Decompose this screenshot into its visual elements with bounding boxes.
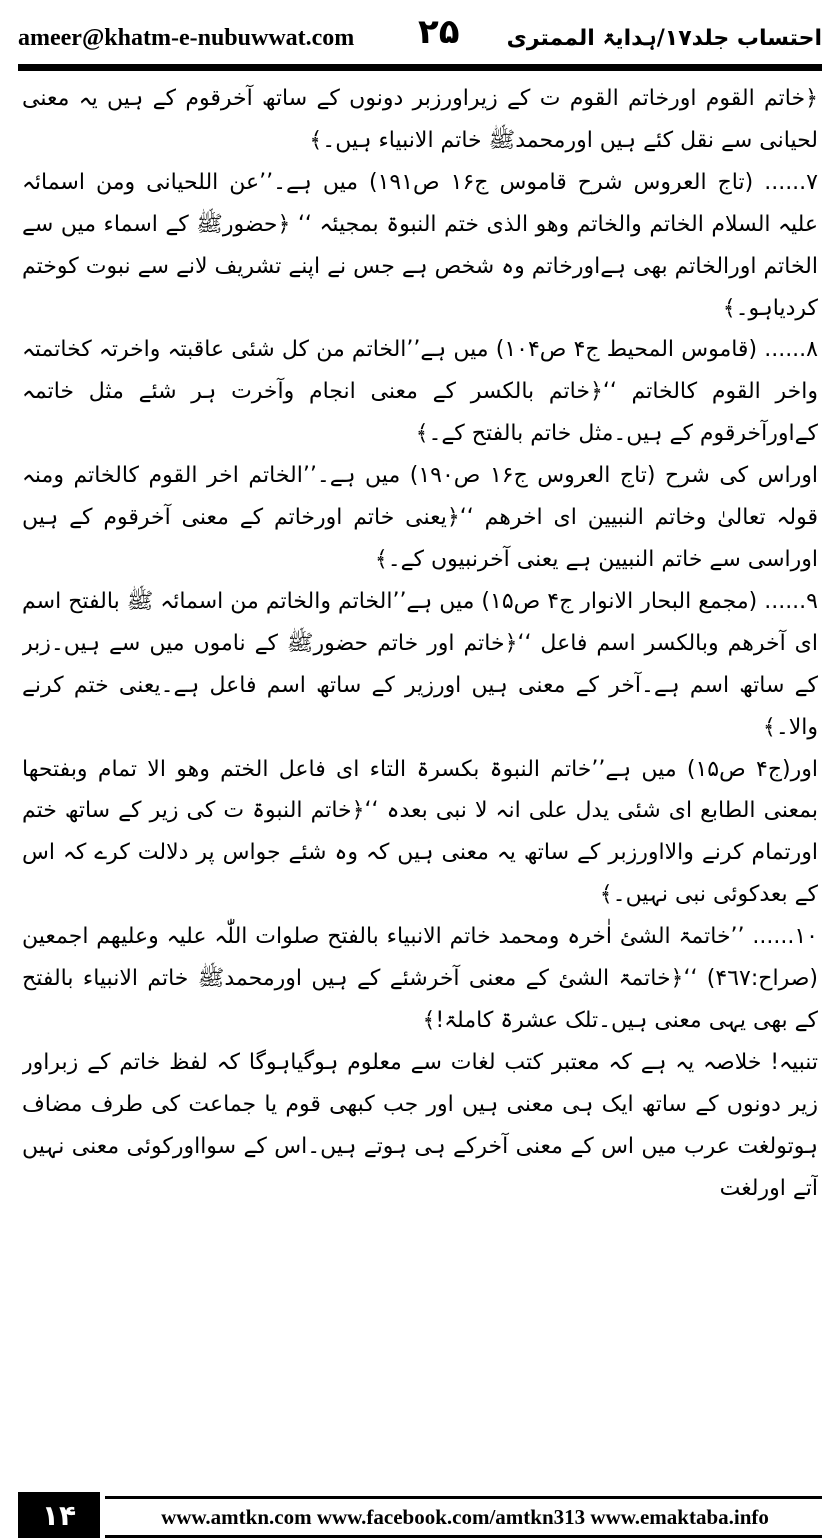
- paragraph-taj-al-arus-sharh: اوراس کی شرح (تاج العروس ج۱۶ ص۱۹۰) میں ہے۔’’الخاتم اخر القوم کالخاتم ومنہ قولہ تعالیٰ وخاتم النبیین ای اخرھم ‘‘﴿یعنی خاتم اورخاتم کے معنی آخرقوم کے ہیں اوراسی سے خاتم النبیین ہے یعنی آخرنبیوں کے۔﴾: [22, 463, 818, 572]
- paragraph-9-majma-al-bihar: ۹...... (مجمع البحار الانوار ج۴ ص۱۵) میں ہے’’الخاتم والخاتم من اسمائہ ﷺ بالفتح اسم ای آخرھم وبالکسر اسم فاعل ‘‘﴿خاتم اور خاتم حضورﷺ کے ناموں میں سے ہیں۔زبر کے ساتھ اسم ہے۔آخر کے معنی ہیں اورزیر کے ساتھ اسم فاعل ہے۔یعنی ختم کرنے والا۔﴾: [22, 588, 818, 740]
- footer-website-links: www.amtkn.com www.facebook.com/amtkn313 www.emaktaba.info: [161, 1504, 769, 1529]
- footer-divider-bottom: [105, 1535, 822, 1538]
- paragraph-7-taj-al-arus: ۷...... (تاج العروس شرح قاموس ج۱۶ ص۱۹۱) میں ہے۔’’عن اللحیانی ومن اسمائہ علیہ السلام الخاتم والخاتم وھو الذی ختم النبوۃ بمجیئہ ‘‘ ﴿حضورﷺ کے اسماء میں سے الخاتم اورالخاتم بھی ہےاورخاتم وہ شخص ہے جس نے اپنے تشریف لانے سے نبوت کوختم کردیاہو۔﴾: [22, 169, 818, 321]
- paragraph-khatim-al-nubuwwah: اور(ج۴ ص۱۵) میں ہے’’خاتم النبوۃ بکسرۃ التاء ای فاعل الختم وھو الا تمام وبفتحھا بمعنی الطابع ای شئی یدل علی انہ لا نبی بعدہ ‘‘﴿خاتم النبوۃ ت کی زیر کے ساتھ ختم اورتمام کرنے والااورزبر کے ساتھ یہ معنی ہیں کہ وہ شئے جواس پر دلالت کرے کہ اس کے بعدکوئی نبی نہیں۔﴾: [22, 756, 818, 908]
- paragraph-tanbih: تنبیہ! خلاصہ یہ ہے کہ معتبر کتب لغات سے معلوم ہوگیاہوگا کہ لفظ خاتم کے زبراور زیر دونوں کے ساتھ ایک ہی معنی ہیں اور جب کبھی قوم یا جماعت کی طرف مضاف ہوتولغت عرب میں اس کے معنی آخرکے ہی ہوتے ہیں۔اس کے سوااورکوئی معنی نہیں آتے اورلغت: [22, 1049, 818, 1201]
- page-body: [22, 78, 818, 1490]
- paragraph-10-surah: ۱۰...... ’’خاتمۃ الشئ اٰخرہ ومحمد خاتم الانبیاء بالفتح صلوات اللّٰہ علیہ وعلیھم اجمعین (صراح:۴٦۷) ‘‘﴿خاتمۃ الشئ کے معنی آخرشئے کے ہیں اورمحمدﷺ خاتم الانبیاء بالفتح کے بھی یہی معنی ہیں۔تلک عشرۃ کاملۃ!﴾: [22, 924, 818, 1033]
- page-header: [18, 12, 822, 58]
- paragraph-8-qamus: ۸...... (قاموس المحیط ج۴ ص۱۰۴) میں ہے’’الخاتم من کل شئی عاقبتہ واخرتہ کخاتمتہ واخر القوم کالخاتم ‘‘﴿خاتم بالکسر کے معنی انجام وآخرت ہر شئے مثل خاتمہ کےاورآخرقوم کے ہیں۔مثل خاتم بالفتح کے۔﴾: [22, 337, 818, 447]
- header-page-number: ۲۵: [418, 12, 460, 52]
- footer-divider-top: [105, 1496, 822, 1499]
- paragraph-khatim-lihyani: ﴿خاتم القوم اورخاتم القوم ت کے زیراورزبر دونوں کے ساتھ آخرقوم کے ہیں یہ معنی لحیانی سے نقل کئے ہیں اورمحمدﷺ خاتم الانبیاء ہیں۔﴾: [22, 86, 818, 153]
- header-divider: [18, 64, 822, 71]
- footer-page-number: ۱۴: [18, 1492, 100, 1538]
- header-email: ameer@khatm-e-nubuwwat.com: [18, 24, 355, 51]
- header-book-title: احتساب جلد۱۷/ہدایۃ الممتری: [506, 25, 822, 51]
